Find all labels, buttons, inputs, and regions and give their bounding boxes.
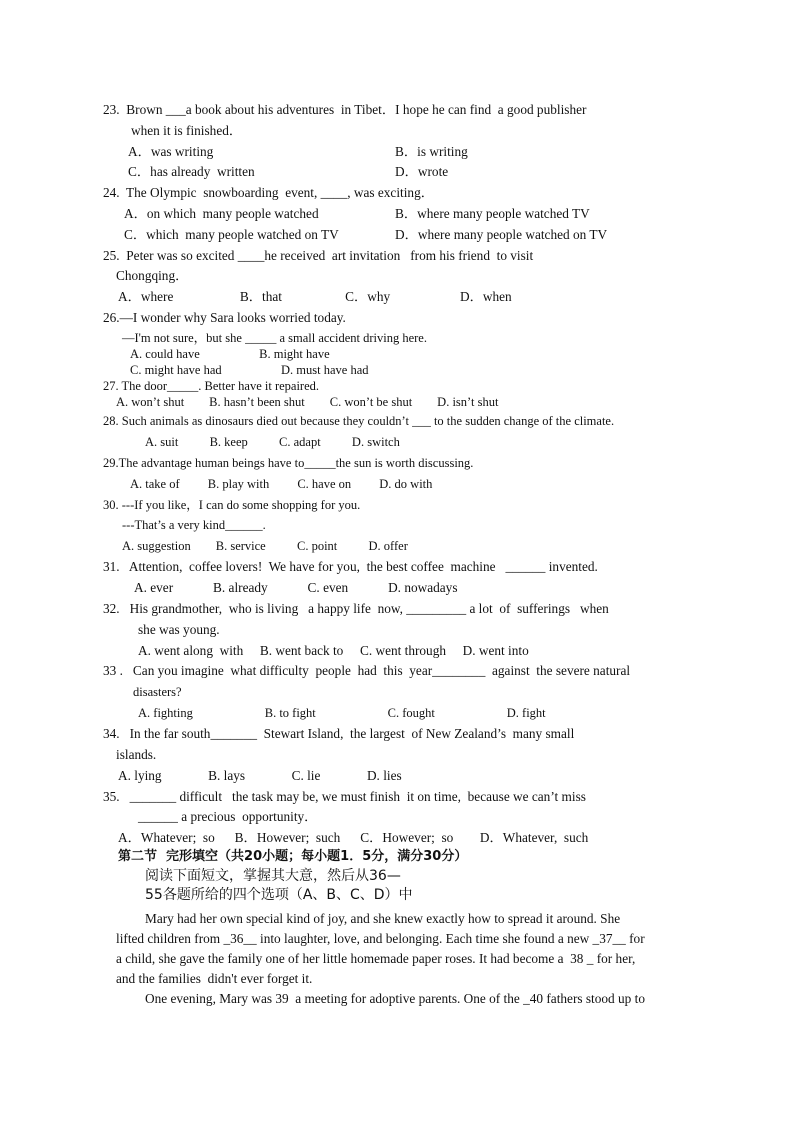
q23-option-c: C．has already written [128, 164, 255, 179]
q34-stem-cont: islands. [116, 747, 157, 762]
q23-option-d: D．wrote [395, 164, 449, 179]
q29-options: A. take of B. play with C. have on D. do with [130, 477, 433, 491]
q35-stem-cont: ______ a precious opportunity． [138, 809, 318, 824]
q25-stem: 25. Peter was so excited ____he received art invitation from his friend to visit [103, 248, 534, 263]
q32-stem-cont: she was young. [138, 622, 220, 637]
q24-option-b: B．where many people watched TV [395, 206, 590, 221]
q30-stem: 30. ---If you like，I can do some shopping for you. [103, 498, 361, 512]
q33-options: A. fighting B. to fight C. fought D. fight [138, 706, 546, 720]
passage-line: a child, she gave the family one of her little homemade paper roses. It had become a 38 _ for her, [116, 951, 636, 966]
q31-stem: 31. Attention, coffee lovers! We have for you, the best coffee machine ______ invented. [103, 559, 598, 574]
passage-line: Mary had her own special kind of joy, and she knew exactly how to spread it around. She [145, 911, 621, 926]
q26-options-ab: A. could have B. might have [130, 347, 330, 361]
q25-options: A．where B．that C．why D．when [118, 289, 512, 304]
q31-options: A. ever B. already C. even D. nowadays [134, 580, 458, 595]
q35-options: A．Whatever; so B．However; such C．However; so D．Whatever, such [118, 830, 589, 845]
section-instruction-cont: 55各题所给的四个选项（A、B、C、D）中 [145, 887, 413, 903]
q34-stem: 34. In the far south_______ Stewart Island, the largest of New Zealand’s many small [103, 726, 575, 741]
q24-option-a: A．on which many people watched [124, 206, 319, 221]
q30-options: A. suggestion B. service C. point D. offer [122, 539, 408, 553]
section-heading: 第二节 完形填空（共20小题；每小题1．5分，满分30分） [118, 849, 468, 864]
q23-stem: 23. Brown ___a book about his adventures in Tibet．I hope he can find a good publisher [103, 102, 587, 117]
q32-options: A. went along with B. went back to C. went through D. went into [138, 643, 529, 658]
q26-options-cd: C. might have had D. must have had [130, 363, 369, 377]
q27-options: A. won’t shut B. hasn’t been shut C. won’t be shut D. isn’t shut [116, 395, 499, 409]
q24-option-c: C．which many people watched on TV [124, 227, 339, 242]
q26-reply: —I'm not sure，but she _____ a small accident driving here. [122, 331, 427, 345]
q35-stem: 35. _______ difficult the task may be, we must finish it on time, because we can’t miss [103, 789, 586, 804]
q33-stem-cont: disasters? [133, 685, 182, 699]
q23-option-b: B．is writing [395, 144, 468, 159]
q24-option-d: D．where many people watched on TV [395, 227, 608, 242]
q28-options: A. suit B. keep C. adapt D. switch [145, 435, 400, 449]
q23-option-a: A．was writing [128, 144, 214, 159]
q26-stem: 26.—I wonder why Sara looks worried today. [103, 310, 346, 325]
q34-options: A. lying B. lays C. lie D. lies [118, 768, 402, 783]
q28-stem: 28. Such animals as dinosaurs died out because they couldn’t ___ to the sudden change of the climate. [103, 414, 615, 428]
passage-line: One evening, Mary was 39 a meeting for adoptive parents. One of the _40 fathers stood up to [145, 991, 645, 1006]
q32-stem: 32. His grandmother, who is living a happy life now, _________ a lot of sufferings when [103, 601, 609, 616]
passage-line: lifted children from _36__ into laughter, love, and belonging. Each time she found a new _37__ for [116, 931, 645, 946]
q25-stem-cont: Chongqing． [116, 268, 189, 283]
q29-stem: 29.The advantage human beings have to_____the sun is worth discussing. [103, 456, 474, 470]
q24-stem: 24. The Olympic snowboarding event, ____, was exciting． [103, 185, 435, 200]
q30-reply: ---That’s a very kind______. [122, 518, 266, 532]
q27-stem: 27. The door_____. Better have it repaired. [103, 379, 320, 393]
q23-stem-cont: when it is finished． [131, 123, 243, 138]
passage-line: and the families didn't ever forget it. [116, 971, 313, 986]
section-instruction: 阅读下面短文，掌握其大意，然后从36— [145, 868, 401, 884]
q33-stem: 33 . Can you imagine what difficulty people had this year________ against the severe natural [103, 663, 631, 678]
